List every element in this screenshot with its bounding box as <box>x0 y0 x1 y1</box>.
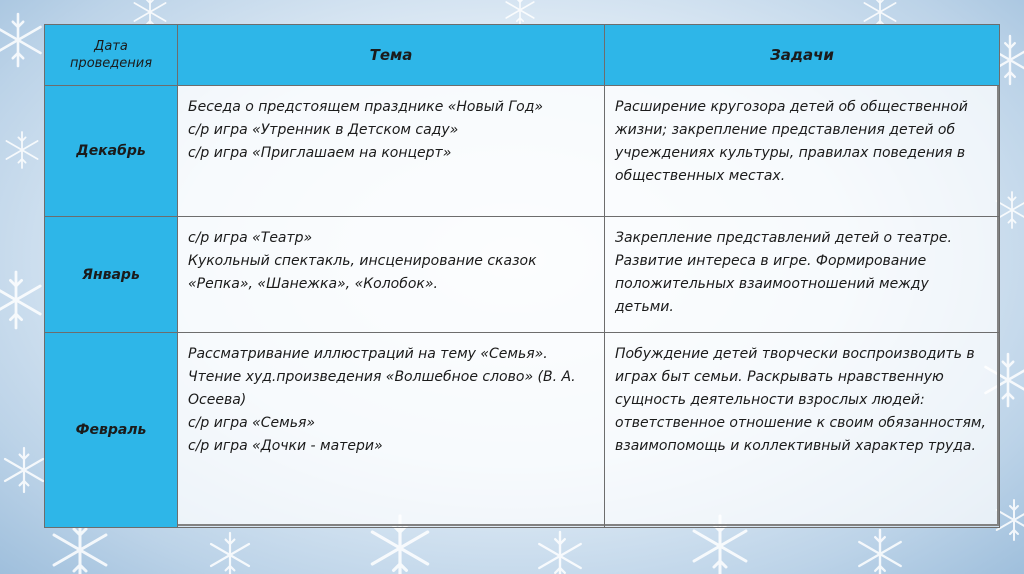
topic-line: с/р игра «Дочки - матери» <box>188 438 383 454</box>
schedule-table <box>44 24 1000 528</box>
month-cell: Февраль <box>45 333 178 528</box>
tasks-cell: Расширение кругозора детей об общественной жизни; закрепление представления детей об учреждениях культуры, правилах поведения в общественных местах. <box>605 86 1000 217</box>
topic-line: Кукольный спектакль, инсценирование сказок «Репка», «Шанежка», «Колобок». <box>188 253 537 292</box>
table-row <box>45 217 1000 333</box>
tasks-cell: Закрепление представлений детей о театре. Развитие интереса в игре. Формирование положительных взаимоотношений между детьми. <box>605 217 1000 333</box>
topic-line: Чтение худ.произведения «Волшебное слово» (В. А. Осеева) <box>188 369 576 408</box>
topic-cell <box>178 333 605 528</box>
table-row <box>45 86 1000 217</box>
table-row <box>45 333 1000 528</box>
tasks-cell: Побуждение детей творчески воспроизводить в играх быт семьи. Раскрывать нравственную сущность деятельности взрослых людей: ответственное отношение к своим обязанностям, взаимопомощь и коллективный характер труда. <box>605 333 1000 528</box>
topic-cell <box>178 217 605 333</box>
header-date <box>45 25 178 86</box>
header-tasks: Задачи <box>605 25 1000 86</box>
topic-cell <box>178 86 605 217</box>
table-header-row <box>45 25 1000 86</box>
month-cell: Декабрь <box>45 86 178 217</box>
topic-line: Рассматривание иллюстраций на тему «Семья». <box>188 346 548 362</box>
topic-line: с/р игра «Семья» <box>188 415 316 431</box>
month-cell: Январь <box>45 217 178 333</box>
topic-line: с/р игра «Приглашаем на концерт» <box>188 145 452 161</box>
topic-line: Беседа о предстоящем празднике «Новый Год» <box>188 99 544 115</box>
header-topic: Тема <box>178 25 605 86</box>
header-date-line2: проведения <box>69 56 153 71</box>
topic-line: с/р игра «Утренник в Детском саду» <box>188 122 459 138</box>
topic-line: с/р игра «Театр» <box>188 230 313 246</box>
header-date-line1: Дата <box>94 39 128 54</box>
